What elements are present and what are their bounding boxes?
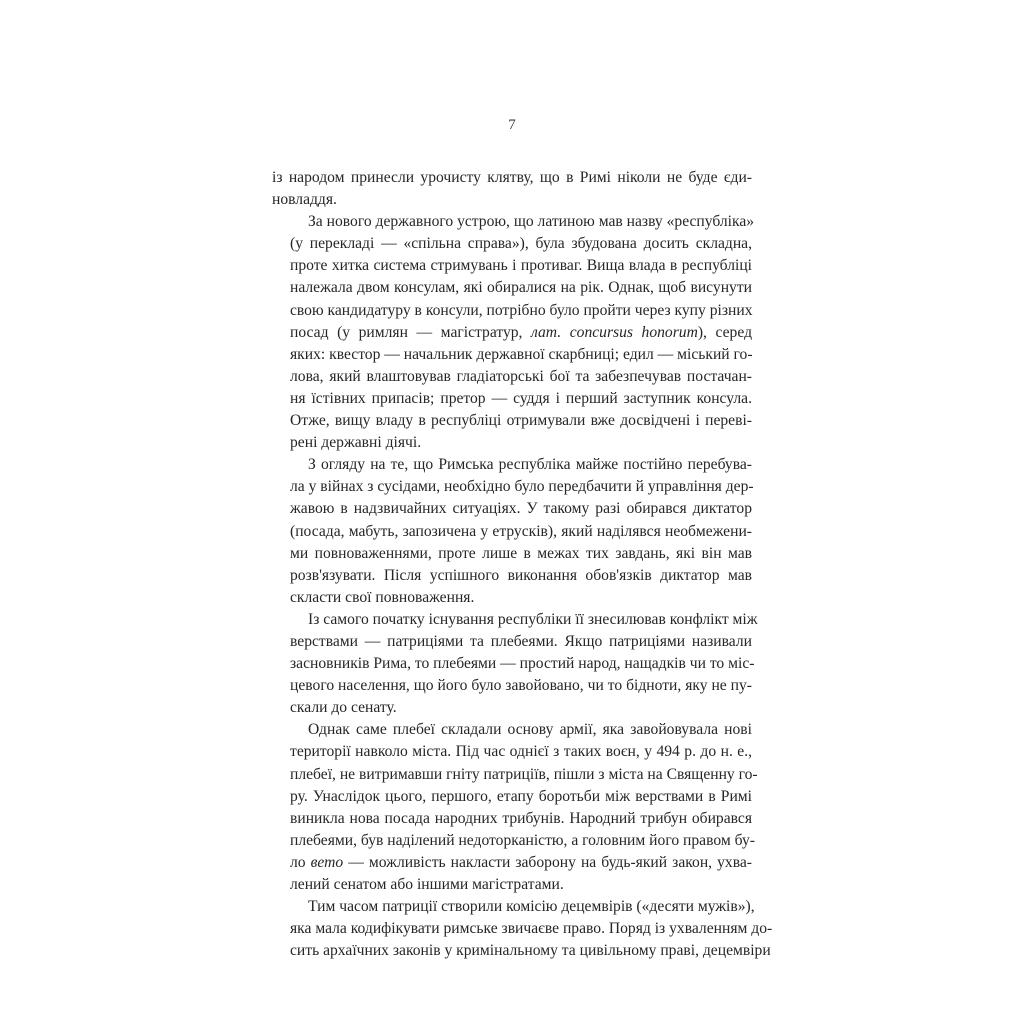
text-line: плебеями, був наділений недоторканістю, а головним його правом бу- — [290, 831, 755, 849]
text-line: Тим часом патриції створили комісію децемвірів («десяти мужів»), — [308, 898, 755, 916]
text-line: лений сенатом або іншими магістратами. — [290, 876, 564, 893]
text-line: розв'язувати. Після успішного виконання обов'язків диктатор мав — [290, 566, 752, 584]
paragraph-5 — [272, 719, 758, 896]
text-line: рені державні діячі. — [290, 434, 422, 452]
text-line: ла у війнах з сусідами, необхідно було передбачити й управління дер- — [290, 478, 754, 496]
text-line-with-italic — [272, 852, 752, 874]
text-line: яка мала кодифікувати римське звичаєве право. Поряд із ухваленням до- — [290, 920, 773, 938]
text-line: виникла нова посада народних трибунів. Народний трибун обирався — [290, 809, 752, 827]
text-fragment: — можливість накласти заборону на будь-який закон, ухва- — [343, 853, 752, 871]
latin-term: лат. concursus honorum — [531, 323, 698, 341]
paragraph-1 — [272, 167, 752, 211]
text-line-with-italic — [272, 322, 752, 344]
text-line: ня їстівних припасів; претор — суддя і перший заступник консула. — [290, 389, 752, 407]
text-line: ми повноваженнями, проте лише в межах тих завдань, які він мав — [290, 544, 752, 562]
text-line: З огляду на те, що Римська республіка майже постійно перебува- — [308, 456, 752, 474]
text-line: проте хитка система стримувань і противаг. Вища влада в республіці — [290, 257, 752, 275]
veto-term: вето — [310, 853, 344, 871]
text-line: новладдя. — [272, 191, 337, 209]
text-line: верствами — патриціями та плебеями. Якщо патриціями називали — [290, 632, 752, 650]
text-line: (у перекладі — «спільна справа»), була збудована досить складна, — [290, 235, 752, 253]
text-line: цевого населення, що його було завойовано, чи то бідноти, яку не пу- — [290, 677, 752, 695]
text-line: території навколо міста. Під час однієї з таких воєн, у 494 р. до н. е., — [290, 743, 752, 761]
text-line: лова, який влаштовував гладіаторські бої та забезпечував постачан- — [290, 367, 752, 385]
text-line: Однак саме плебеї складали основу армії, яка завойовувала нові — [308, 721, 752, 739]
text-fragment: ло — [290, 853, 311, 871]
text-line: засновників Рима, то плебеями — простий народ, нащадків чи то міс- — [290, 655, 755, 673]
page-number: 7 — [508, 117, 516, 133]
text-line: із народом принесли урочисту клятву, що в Римі ніколи не буде єди- — [272, 169, 752, 186]
text-line: свою кандидатуру в консули, потрібно було пройти через купу різних — [290, 301, 753, 319]
text-line: яких: квестор — начальник державної скарбниці; едил — міський го- — [290, 345, 753, 363]
body-text — [272, 167, 773, 962]
paragraph-6 — [272, 896, 773, 962]
text-line: ру. Унаслідок цього, першого, етапу боротьби між верствами в Римі — [290, 787, 752, 805]
text-line: скали до сенату. — [290, 699, 397, 717]
text-fragment: посад (у римлян — магістратур, — [290, 323, 532, 341]
text-line: (посада, мабуть, запозичена у етрусків), який наділявся необмежени- — [290, 522, 752, 540]
text-line: Із самого початку існування республіки її знесилював конфлікт між — [308, 610, 758, 628]
text-line: жавою в надзвичайних ситуаціях. У такому разі обирався диктатор — [290, 500, 752, 518]
text-line: сить архаїчних законів у кримінальному та цивільному праві, децемвіри — [290, 942, 771, 960]
text-line: належала двом консулам, які обиралися на рік. Однак, щоб висунути — [290, 279, 752, 297]
paragraph-3 — [272, 454, 752, 609]
paragraph-4 — [272, 609, 758, 719]
text-line: скласти свої повноваження. — [290, 588, 475, 606]
text-line: плебеї, не витримавши гніту патриціїв, пішли з міста на Священну го- — [290, 765, 758, 783]
text-line: За нового державного устрою, що латиною мав назву «республіка» — [308, 213, 755, 231]
paragraph-2 — [272, 211, 755, 454]
text-fragment: ), серед — [697, 323, 753, 341]
text-line: Отже, вищу владу в республіці отримували вже досвідчені і переві- — [290, 412, 752, 430]
